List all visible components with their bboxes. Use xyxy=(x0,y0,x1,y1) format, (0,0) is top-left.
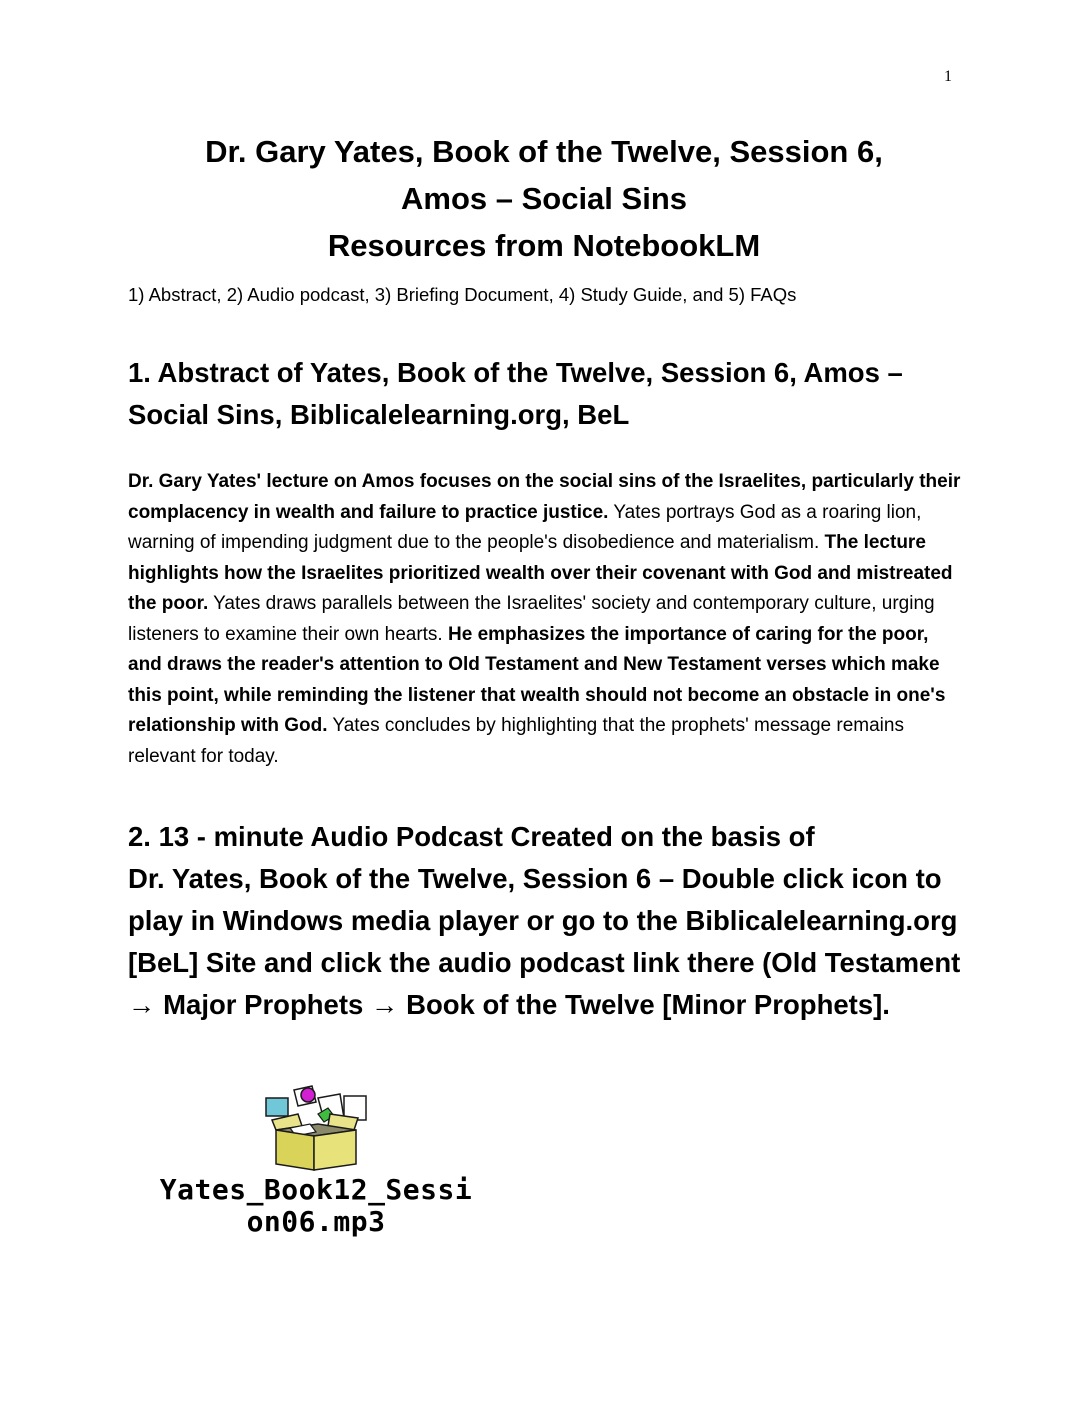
title-line-2: Amos – Social Sins xyxy=(401,181,687,216)
podcast-heading-part-3: Major Prophets xyxy=(155,989,371,1020)
filename-line-1: Yates_Book12_Sessi xyxy=(159,1173,473,1206)
filename-line-2: on06.mp3 xyxy=(246,1205,386,1238)
abstract-heading: 1. Abstract of Yates, Book of the Twelve, Session 6, Amos – Social Sins, Biblicalelearning.org, BeL xyxy=(128,357,903,430)
package-icon[interactable] xyxy=(258,1084,374,1172)
abstract-bold-3: He emphasizes the importance of caring for the poor, and draws the reader's attention to Old Testament and New Testament verses which make this point, while reminding the listener that wealth should not become an obstacle in one's relationship with God. xyxy=(128,623,946,736)
arrow-right-icon: → xyxy=(128,989,156,1020)
podcast-heading-line-1: 2. 13 - minute Audio Podcast Created on the basis of xyxy=(128,821,815,852)
abstract-body xyxy=(128,467,964,772)
podcast-file-label[interactable] xyxy=(124,1174,508,1238)
title-line-1: Dr. Gary Yates, Book of the Twelve, Session 6, xyxy=(205,134,883,169)
abstract-bold-1: Dr. Gary Yates' lecture on Amos focuses on the social sins of the Israelites, particularly their complacency in wealth and failure to practice justice. xyxy=(128,471,961,523)
document-title xyxy=(0,128,1088,269)
abstract-bold-2: The lecture highlights how the Israelites prioritized wealth over their covenant with God and mistreated the poor. xyxy=(128,532,953,614)
page-number: 1 xyxy=(944,68,952,85)
podcast-heading-part-4: Book of the Twelve [Minor Prophets]. xyxy=(398,989,890,1020)
podcast-heading xyxy=(128,816,968,1026)
podcast-heading-part-2: Dr. Yates, Book of the Twelve, Session 6 – Double click icon to play in Windows media player or go to the Biblicalelearning.org [BeL] Site and click the audio podcast link there (Old Testament xyxy=(128,863,961,978)
title-line-3: Resources from NotebookLM xyxy=(327,228,761,263)
abstract-text-2: Yates draws parallels between the Israelites' society and contemporary culture, urging listeners to examine their own hearts. xyxy=(128,593,935,645)
abstract-text-3: Yates concludes by highlighting that the prophets' message remains relevant for today. xyxy=(128,715,904,767)
resource-list: 1) Abstract, 2) Audio podcast, 3) Briefing Document, 4) Study Guide, and 5) FAQs xyxy=(128,284,797,305)
arrow-right-icon: → xyxy=(370,989,399,1020)
abstract-text-1: Yates portrays God as a roaring lion, warning of impending judgment due to the people's disobedience and materialism. xyxy=(128,501,922,553)
